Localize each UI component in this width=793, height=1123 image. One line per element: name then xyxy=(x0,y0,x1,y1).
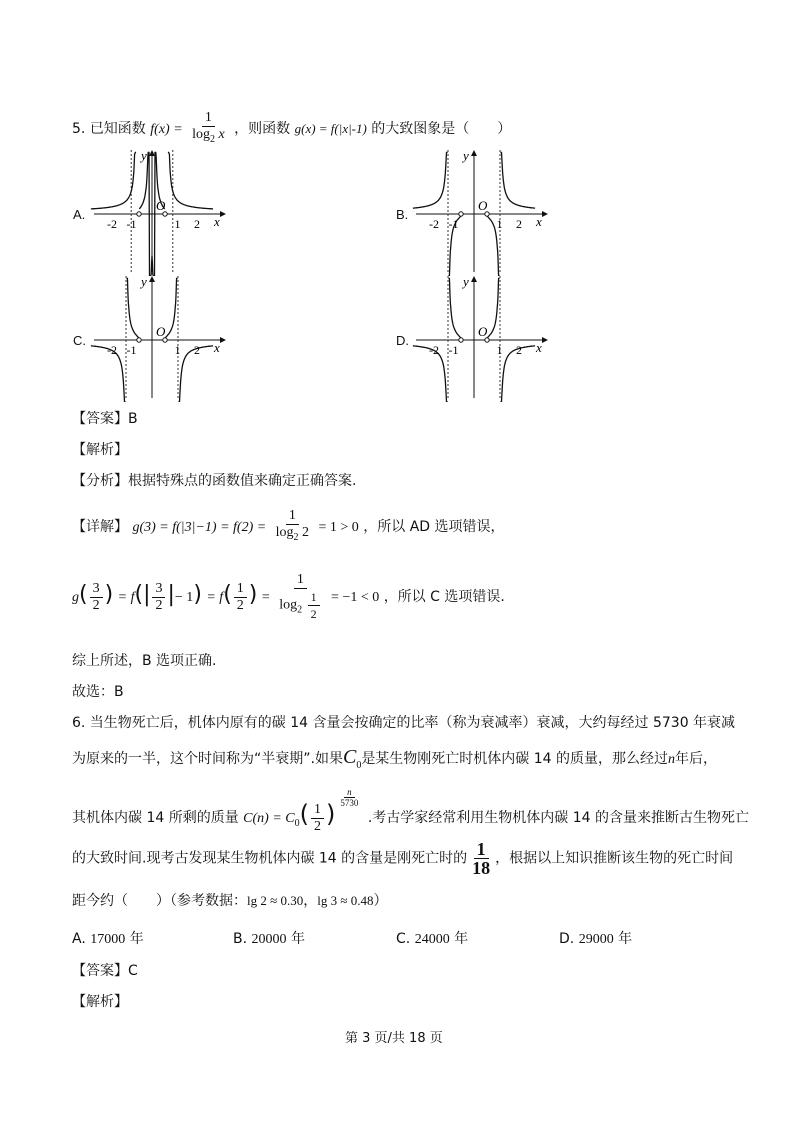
detail2-result-fraction: 1 $\log_2$ $\frac{1}{2}$ xyxy=(276,572,324,622)
tick-label: -1 xyxy=(448,217,459,231)
detail1-tail: = 1 > 0 xyxy=(318,519,359,535)
q6-line2: 为原来的一半，这个时间称为“半衰期”.如果$C_0$是某生物刚死亡时机体内碳 14 的质量，那么经过n年后， xyxy=(72,746,718,771)
x-axis-label: x xyxy=(214,340,220,355)
detail1-expr: g(3) = f(|3|−1) = f(2) = xyxy=(132,519,267,535)
x-axis-label: x xyxy=(536,214,542,229)
x-axis-label: x xyxy=(214,214,220,229)
tick-label: -2 xyxy=(429,217,439,231)
graph-curve xyxy=(126,278,138,338)
detail2-text: ，所以 C 选项错误. xyxy=(383,589,505,605)
x-axis-arrow xyxy=(542,337,548,343)
q6-choice-d: D. 29000 年 xyxy=(559,931,633,947)
q6-line5: 距今约（ ）（参考数据：lg 2 ≈ 0.30，lg 3 ≈ 0.48） xyxy=(72,893,388,909)
fenxi-text: 根据特殊点的函数值来确定正确答案. xyxy=(128,473,357,489)
x-axis-arrow xyxy=(220,211,226,217)
c0-symbol: $C_0$ xyxy=(342,746,362,771)
detail1-fraction: $\frac{1}{\log_2 2}$ xyxy=(275,508,310,543)
y-axis-label: y xyxy=(463,148,469,163)
q5-answer-line xyxy=(72,408,138,428)
tick-label: -1 xyxy=(448,343,459,357)
graph-d xyxy=(410,274,550,402)
graph-a xyxy=(88,148,228,276)
x-axis-arrow xyxy=(542,211,548,217)
y-axis-arrow xyxy=(149,150,155,156)
graph-curve xyxy=(448,278,460,338)
detail1-text: ，所以 AD 选项错误， xyxy=(363,518,505,535)
q6-line4: 的大致时间.现考古发现某生物机体内碳 14 的含量是刚死亡时的 $\frac{1}{18}$ ，根据以上知识推断该生物的死亡时间 xyxy=(72,839,734,878)
graph-curve xyxy=(165,278,177,338)
q6-choice-b: B. 20000 年 xyxy=(233,931,305,947)
decay-formula: $C(n) = C_0$ xyxy=(243,811,300,829)
origin-label: O xyxy=(156,324,166,339)
tick-label: -1 xyxy=(126,217,137,231)
option-a-label: A. xyxy=(73,207,86,222)
open-point xyxy=(459,212,463,216)
graph-b xyxy=(410,148,550,276)
tick-label: 2 xyxy=(516,343,522,357)
origin-label: O xyxy=(478,324,488,339)
q5-g-def: g(x) = f(|x|-1) xyxy=(294,120,367,136)
graph-curve xyxy=(500,152,535,208)
q5-stem-c: 的大致图象是（ ） xyxy=(371,120,512,137)
tick-label: 1 xyxy=(174,217,181,231)
page-footer: 第 3 页/共 18 页 xyxy=(345,1031,443,1046)
q5-f-def: f(x) = xyxy=(150,121,183,137)
q5-f-fraction: $\frac{1}{\log_2 x}$ xyxy=(192,110,225,145)
tick-label: 2 xyxy=(194,343,200,357)
tick-label: 2 xyxy=(194,217,200,231)
q6-analysis-tag: 【解析】 xyxy=(72,994,128,1010)
graph-curve xyxy=(487,278,499,338)
y-axis-arrow xyxy=(149,276,155,282)
detail-tag: 【详解】 xyxy=(72,518,128,535)
open-point xyxy=(137,212,141,216)
x-axis-arrow xyxy=(220,337,226,343)
q6-choice-a: A. 17000 年 xyxy=(72,931,144,947)
tick-label: 1 xyxy=(496,343,503,357)
open-point xyxy=(137,338,141,342)
y-axis-label: y xyxy=(141,274,147,289)
graph-curve xyxy=(413,152,448,208)
q6-choice-c: C. 24000 年 xyxy=(396,931,469,947)
graph-c xyxy=(88,274,228,402)
fenxi-tag: 【分析】 xyxy=(72,473,128,489)
q5-stem-b: ，则函数 xyxy=(234,120,291,137)
q5-number: 5. xyxy=(72,120,86,137)
option-b-label: B. xyxy=(396,207,409,222)
q6-answer-value: C xyxy=(128,963,138,979)
ratio-fraction: $\frac{1}{18}$ xyxy=(472,839,491,878)
q5-detail-line2: g( $\frac{3}{2}$ ) = f(| $\frac{3}{2}$ |− 1) = f( $\frac{1}{2}$ ) = 1 $\log_2$ $\frac{1}{2}$ = −1 < 0 ，所以 C 选项错误. xyxy=(72,572,505,621)
origin-label: O xyxy=(478,198,488,213)
q5-summary: 综上所述，B 选项正确. xyxy=(72,653,217,669)
tick-label: -2 xyxy=(107,217,117,231)
graph-curve xyxy=(91,152,136,209)
y-axis-arrow xyxy=(471,150,477,156)
q6-line3: 其机体内碳 14 所剩的质量 $C(n) = C_0$( $\frac{1}{2}$ ) $^{\frac{n}{5730}}$ .考古学家经常利用生物机体内碳 14 的含量来推断古生物死亡 xyxy=(72,786,749,834)
tick-label: 2 xyxy=(516,217,522,231)
x-axis-label: x xyxy=(536,340,542,355)
y-axis-arrow xyxy=(471,276,477,282)
tick-label: -2 xyxy=(429,343,439,357)
q5-analysis-tag: 【解析】 xyxy=(72,442,128,458)
answer-tag: 【答案】 xyxy=(72,411,128,427)
q5-stem xyxy=(72,110,511,148)
q5-stem-a: 已知函数 xyxy=(89,120,146,137)
q5-detail-line1 xyxy=(72,508,505,546)
graph-curve xyxy=(168,152,213,209)
answer-value: B xyxy=(128,411,138,427)
q6-answer-line: 【答案】C xyxy=(72,963,138,979)
q5-choose: 故选：B xyxy=(72,684,124,700)
y-axis-label: y xyxy=(141,148,147,163)
q6-line1: 6. 当生物死亡后，机体内原有的碳 14 含量会按确定的比率（称为衰减率）衰减，大约每经过 5730 年衰减 xyxy=(72,715,736,731)
tick-label: 1 xyxy=(174,343,181,357)
origin-label: O xyxy=(156,198,166,213)
tick-label: 1 xyxy=(496,217,503,231)
y-axis-label: y xyxy=(463,274,469,289)
q5-fenxi-line xyxy=(72,470,356,490)
open-point xyxy=(459,338,463,342)
option-d-label: D. xyxy=(396,333,409,348)
option-c-label: C. xyxy=(73,333,86,348)
tick-label: -2 xyxy=(107,343,117,357)
tick-label: -1 xyxy=(126,343,137,357)
